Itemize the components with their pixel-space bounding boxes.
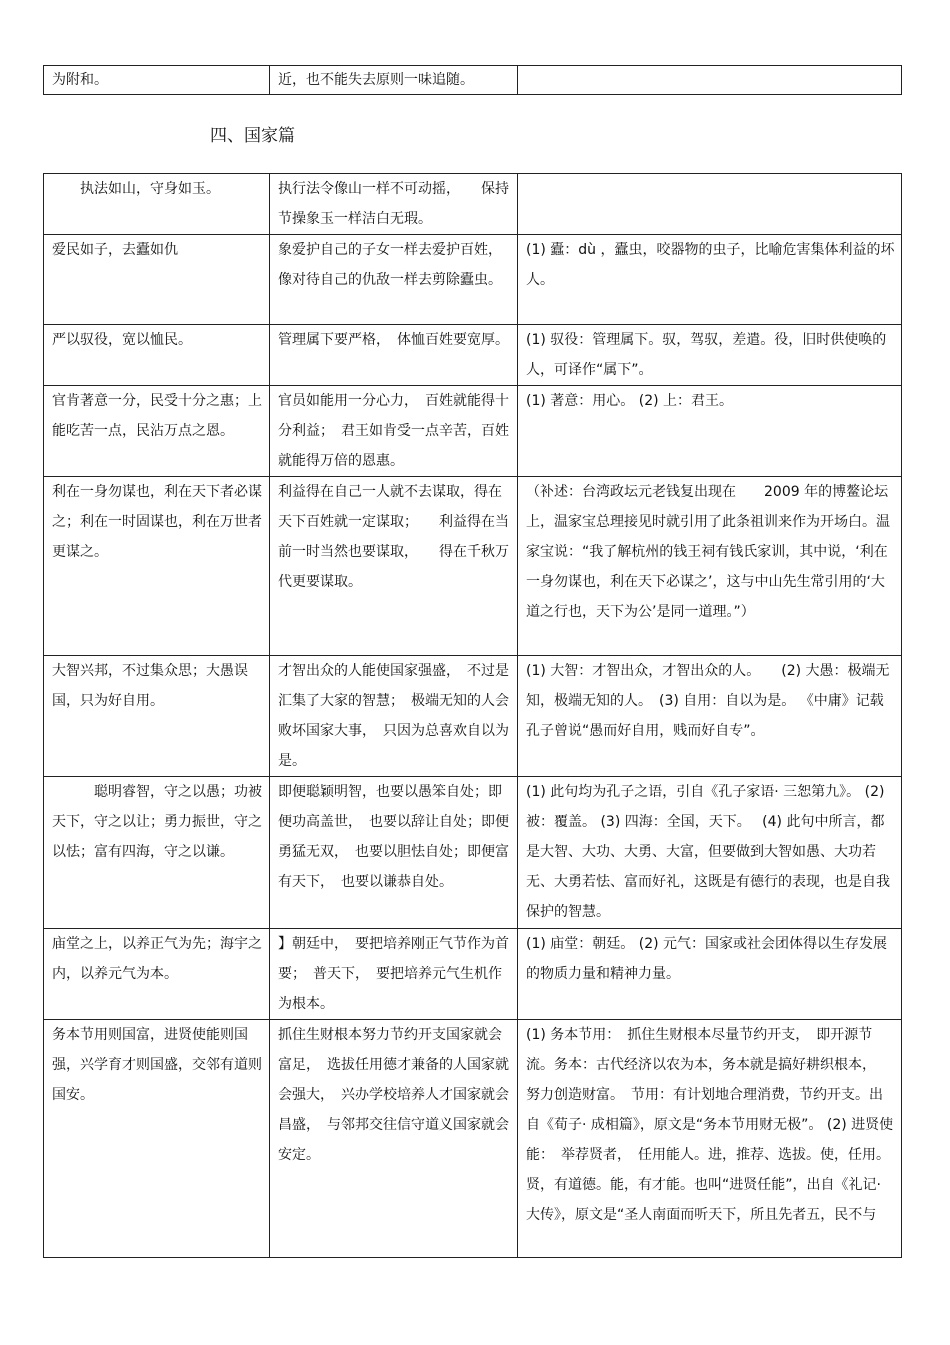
cell-text: (1) 蠹：dù ，蠹虫，咬器物的虫子，比喻危害集体利益的坏人。 <box>526 242 895 288</box>
table-cell-translation <box>270 174 518 235</box>
cell-text: 大智兴邦，不过集众思；大愚误国，只为好自用。 <box>52 663 248 709</box>
table-row <box>44 235 902 325</box>
table-row <box>44 777 902 929</box>
table-cell-translation <box>270 929 518 1020</box>
cell-text: 管理属下要严格， 体恤百姓要宽厚。 <box>278 332 509 348</box>
table-row <box>44 66 902 95</box>
cell-text: 庙堂之上，以养正气为先；海宇之内，以养元气为本。 <box>52 936 262 982</box>
cell-text: 利在一身勿谋也，利在天下者必谋之；利在一时固谋也，利在万世者更谋之。 <box>52 484 262 560</box>
table-row <box>44 656 902 777</box>
cell-text: 才智出众的人能使国家强盛， 不过是汇集了大家的智慧； 极端无知的人会败坏国家大事， 只因为总喜欢自以为是。 <box>278 663 509 769</box>
table-cell-original <box>44 777 270 929</box>
cell-text: (1) 大智：才智出众，才智出众的人。 (2) 大愚：极端无知，极端无知的人。 (3) 自用：自以为是。 《中庸》记载孔子曾说“愚而好自用，贱而好自专”。 <box>526 663 890 739</box>
table-cell-notes <box>518 929 902 1020</box>
section-title: 四、国家篇 <box>210 126 295 146</box>
table-cell-original <box>44 174 270 235</box>
cell-text: 抓住生财根本努力节约开支国家就会富足， 选拔任用德才兼备的人国家就会强大， 兴办学校培养人才国家就会昌盛， 与邻邦交往信守道义国家就会安定。 <box>278 1027 509 1163</box>
cell-text: (1) 驭役：管理属下。驭，驾驭，差遣。役，旧时供使唤的人，可译作“属下”。 <box>526 332 887 378</box>
cell-text: (1) 庙堂：朝廷。 (2) 元气：国家或社会团体得以生存发展的物质力量和精神力量。 <box>526 936 888 982</box>
cell-text: 官肯著意一分，民受十分之惠；上能吃苦一点，民沾万点之恩。 <box>52 393 262 439</box>
cell-text: 执法如山，守身如玉。 <box>52 181 220 197</box>
top-table-fragment <box>43 65 902 95</box>
proverb-table <box>43 173 902 1258</box>
table-cell-notes <box>518 1020 902 1258</box>
table-cell-translation <box>270 477 518 656</box>
table-cell-translation <box>270 325 518 386</box>
table-cell-translation <box>270 386 518 477</box>
cell-text: 执行法令像山一样不可动摇， 保持节操象玉一样洁白无瑕。 <box>278 181 509 227</box>
table-cell-original <box>44 929 270 1020</box>
table-row <box>44 477 902 656</box>
cell-text: 象爱护自己的子女一样去爱护百姓，像对待自己的仇敌一样去剪除蠹虫。 <box>278 242 502 288</box>
table-row <box>44 1020 902 1258</box>
table-cell-translation <box>270 777 518 929</box>
table-cell-notes <box>518 386 902 477</box>
table-cell-notes <box>518 656 902 777</box>
table-cell-notes <box>518 325 902 386</box>
cell-text: 】朝廷中， 要把培养刚正气节作为首要； 普天下， 要把培养元气生机作为根本。 <box>278 936 509 1012</box>
cell-text: 为附和。 <box>52 72 108 88</box>
table-cell-original <box>44 235 270 325</box>
table-cell-translation <box>270 1020 518 1258</box>
table-cell-original <box>44 386 270 477</box>
table-cell-notes <box>518 174 902 235</box>
cell-text: 务本节用则国富，进贤使能则国强，兴学育才则国盛，交邻有道则国安。 <box>52 1027 262 1103</box>
cell-text: 即便聪颖明智，也要以愚笨自处；即便功高盖世， 也要以辞让自处；即便勇猛无双， 也要以胆怯自处；即便富有天下， 也要以谦恭自处。 <box>278 784 509 890</box>
table-cell-translation <box>270 66 518 95</box>
cell-text: (1) 著意：用心。 (2) 上：君王。 <box>526 393 734 409</box>
table-row <box>44 929 902 1020</box>
cell-text: (1) 务本节用： 抓住生财根本尽量节约开支， 即开源节流。务本：古代经济以农为本，务本就是搞好耕织根本， 努力创造财富。 节用：有计划地合理消费，节约开支。出自《荀子· 成相篇》，原文是“务本节用财无极”。 (2) 进贤使能： 举荐贤者， 任用能人。进，推荐、选拔。使，任用。贤，有道德。能，有才能。也叫“进贤任能”，出自《礼记· 大传》，原文是“圣人南面而听天下，所且先者五，民不与 <box>526 1027 894 1223</box>
table-cell-notes <box>518 66 902 95</box>
table-cell-original <box>44 656 270 777</box>
table-cell-original <box>44 1020 270 1258</box>
cell-text: 聪明睿智，守之以愚；功被天下，守之以让；勇力振世，守之以怯；富有四海，守之以谦。 <box>52 784 262 860</box>
table-cell-notes <box>518 235 902 325</box>
cell-text: 官员如能用一分心力， 百姓就能得十分利益； 君王如肯受一点辛苦，百姓就能得万倍的恩惠。 <box>278 393 509 469</box>
cell-text: 近，也不能失去原则一味追随。 <box>278 72 474 88</box>
table-row <box>44 174 902 235</box>
table-row <box>44 386 902 477</box>
cell-text: （补述：台湾政坛元老钱复出现在 2009 年的博鳌论坛上，温家宝总理接见时就引用了此条祖训来作为开场白。温家宝说：“我了解杭州的钱王祠有钱氏家训，其中说，‘利在一身勿谋也，利在天下必谋之’，这与中山先生常引用的‘大道之行也，天下为公’是同一道理。”） <box>526 484 890 620</box>
table-cell-translation <box>270 656 518 777</box>
table-cell-notes <box>518 477 902 656</box>
cell-text: 严以驭役，宽以恤民。 <box>52 332 192 348</box>
cell-text: 爱民如子，去蠹如仇 <box>52 242 178 258</box>
table-cell-original <box>44 325 270 386</box>
table-cell-translation <box>270 235 518 325</box>
cell-text: 利益得在自己一人就不去谋取，得在天下百姓就一定谋取； 利益得在当前一时当然也要谋取， 得在千秋万代更要谋取。 <box>278 484 509 590</box>
table-cell-original <box>44 477 270 656</box>
table-cell-notes <box>518 777 902 929</box>
table-row <box>44 325 902 386</box>
table-cell-original <box>44 66 270 95</box>
cell-text: (1) 此句均为孔子之语，引自《孔子家语· 三恕第九》。 (2) 被：覆盖。 (3) 四海：全国，天下。 (4) 此句中所言，都是大智、大功、大勇、大富，但要做到大智如愚、大功若无、大勇若怯、富而好礼，这既是有德行的表现，也是自我保护的智慧。 <box>526 784 890 920</box>
